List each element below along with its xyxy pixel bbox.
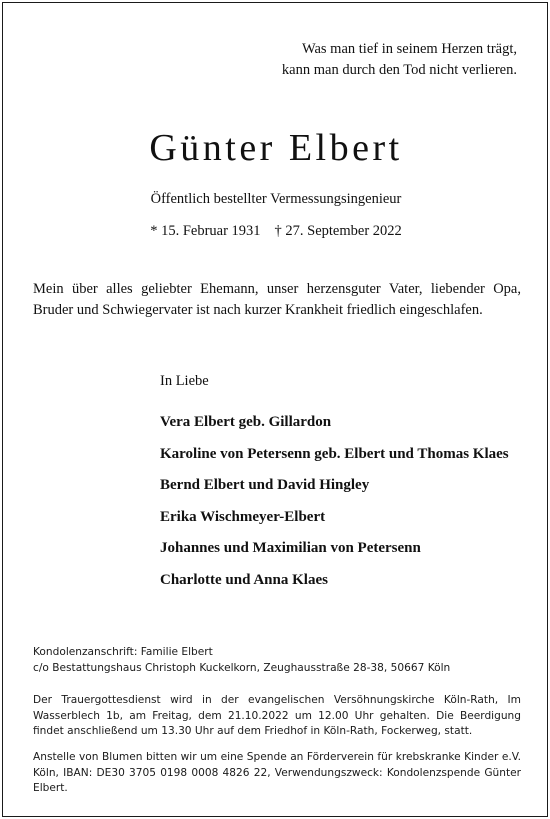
quote-line-2: kann man durch den Tod nicht verlieren. <box>281 62 517 78</box>
condolence-line-2: c/o Bestattungshaus Christoph Kuckelkorn, Zeughausstraße 28-38, 50667 Köln <box>33 661 451 674</box>
in-love-label: In Liebe <box>160 373 209 389</box>
obituary-message: Mein über alles geliebter Ehemann, unser herzensguter Vater, liebender Opa, Bruder und Schwiegervater ist nach kurzer Krankheit friedlich eingeschlafen. <box>33 281 521 318</box>
mourner-entry: Johannes und Maximilian von Petersenn <box>160 540 421 557</box>
mourner-entry: Charlotte und Anna Klaes <box>160 571 328 588</box>
mourner-entry: Bernd Elbert und David Hingley <box>160 477 370 494</box>
quote-line-1: Was man tief in seinem Herzen trägt, <box>301 41 517 57</box>
life-dates <box>3 223 549 240</box>
obituary-notice <box>2 2 548 817</box>
condolence-address <box>33 645 521 676</box>
profession: Öffentlich bestellter Vermessungsingenieur <box>150 191 402 207</box>
mourner-entry: Erika Wischmeyer-Elbert <box>160 508 326 525</box>
mourners-list <box>160 412 509 602</box>
mourner-entry: Vera Elbert geb. Gillardon <box>160 414 332 430</box>
memorial-quote <box>282 39 517 81</box>
funeral-service-info: Der Trauergottesdienst wird in der evangelischen Versöhnungskirche Köln-Rath, Im Wasserblech 1b, am Freitag, dem 21.10.2022 um 12.00 Uhr gehalten. Die Beerdigung findet anschließend um 13.30 Uhr auf dem Friedhof in Köln-Rath, Fockerweg, statt. <box>33 694 521 737</box>
birth-date: * 15. Februar 1931 <box>150 223 261 239</box>
deceased-name: Günter Elbert <box>149 127 403 169</box>
mourner-entry: Karoline von Petersenn geb. Elbert und Thomas Klaes <box>160 445 509 462</box>
condolence-line-1: Kondolenzanschrift: Familie Elbert <box>33 646 213 658</box>
donation-request: Anstelle von Blumen bitten wir um eine Spende an Förderverein für krebskranke Kinder e.V. Köln, IBAN: DE30 3705 0198 0008 4826 22, Verwendungszweck: Kondolenzspende Günter Elbert. <box>33 751 521 794</box>
death-date: † 27. September 2022 <box>274 223 402 239</box>
